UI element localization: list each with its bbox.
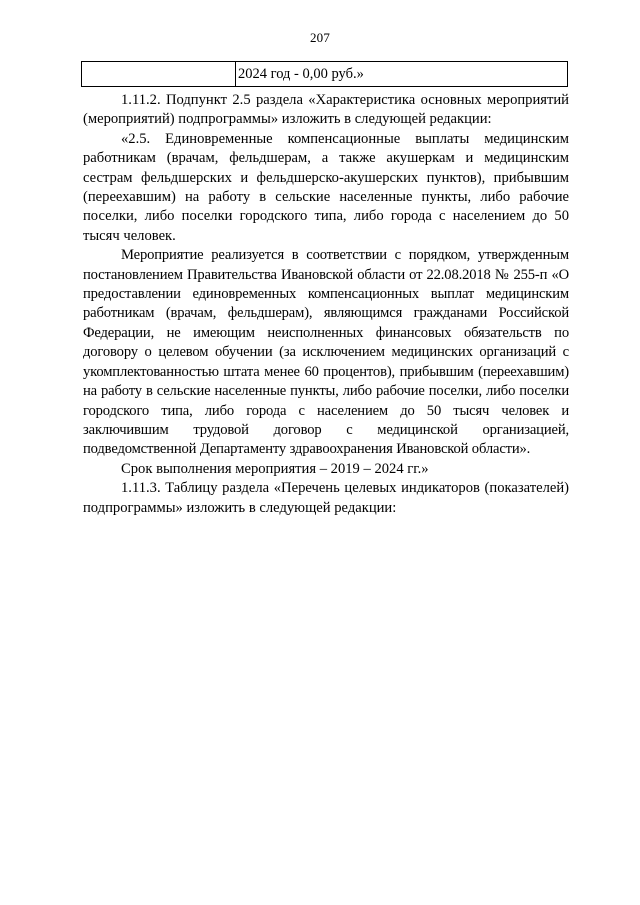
paragraph-implementation: Мероприятие реализуется в соответствии с порядком, утвержденным постановлением Правительства Ивановской области от 22.08.2018 № 255-п «О предоставлении единовременных компенсационных выплат медицинским работникам (врачам, фельдшерам), являющимся гражданами Российской Федерации, не имеющим неисполненных финансовых обязательств по договору о целевом обучении (за исключением медицинских организаций с укомплектованностью штата менее 60 процентов), прибывшим (переехавшим) на работу в сельские населенные пункты, либо рабочие поселки, либо поселки городского типа, либо города с населением до 50 тысяч человек и заключившим трудовой договор с медицинской организацией, подведомственной Департаменту здравоохранения Ивановской области». <box>83 247 569 458</box>
paragraph-2-5-quote: «2.5. Единовременные компенсационные выплаты медицинским работникам (врачам, фельдшерам, а также акушеркам и медицинским сестрам фельдшерских и фельдшерско-акушерских пунктов), прибывшим (переехавшим) на работу в сельские населенные пункты, либо рабочие поселки, либо поселки городского типа, либо города с населением до 50 тысяч человек. <box>83 130 569 244</box>
table-cell-budget: 2024 год - 0,00 руб.» <box>238 66 364 82</box>
table-fragment <box>81 61 568 87</box>
paragraph-deadline: Срок выполнения мероприятия – 2019 – 2024 гг.» <box>121 460 429 477</box>
paragraph-1-11-2: 1.11.2. Подпункт 2.5 раздела «Характеристика основных мероприятий (мероприятий) подпрограммы» изложить в следующей редакции: <box>83 92 569 128</box>
table-cell-empty <box>82 62 236 86</box>
paragraph-1-11-3: 1.11.3. Таблицу раздела «Перечень целевых индикаторов (показателей) подпрограммы» изложить в следующей редакции: <box>83 480 569 516</box>
page-number: 207 <box>309 30 331 45</box>
document-body <box>83 91 569 518</box>
